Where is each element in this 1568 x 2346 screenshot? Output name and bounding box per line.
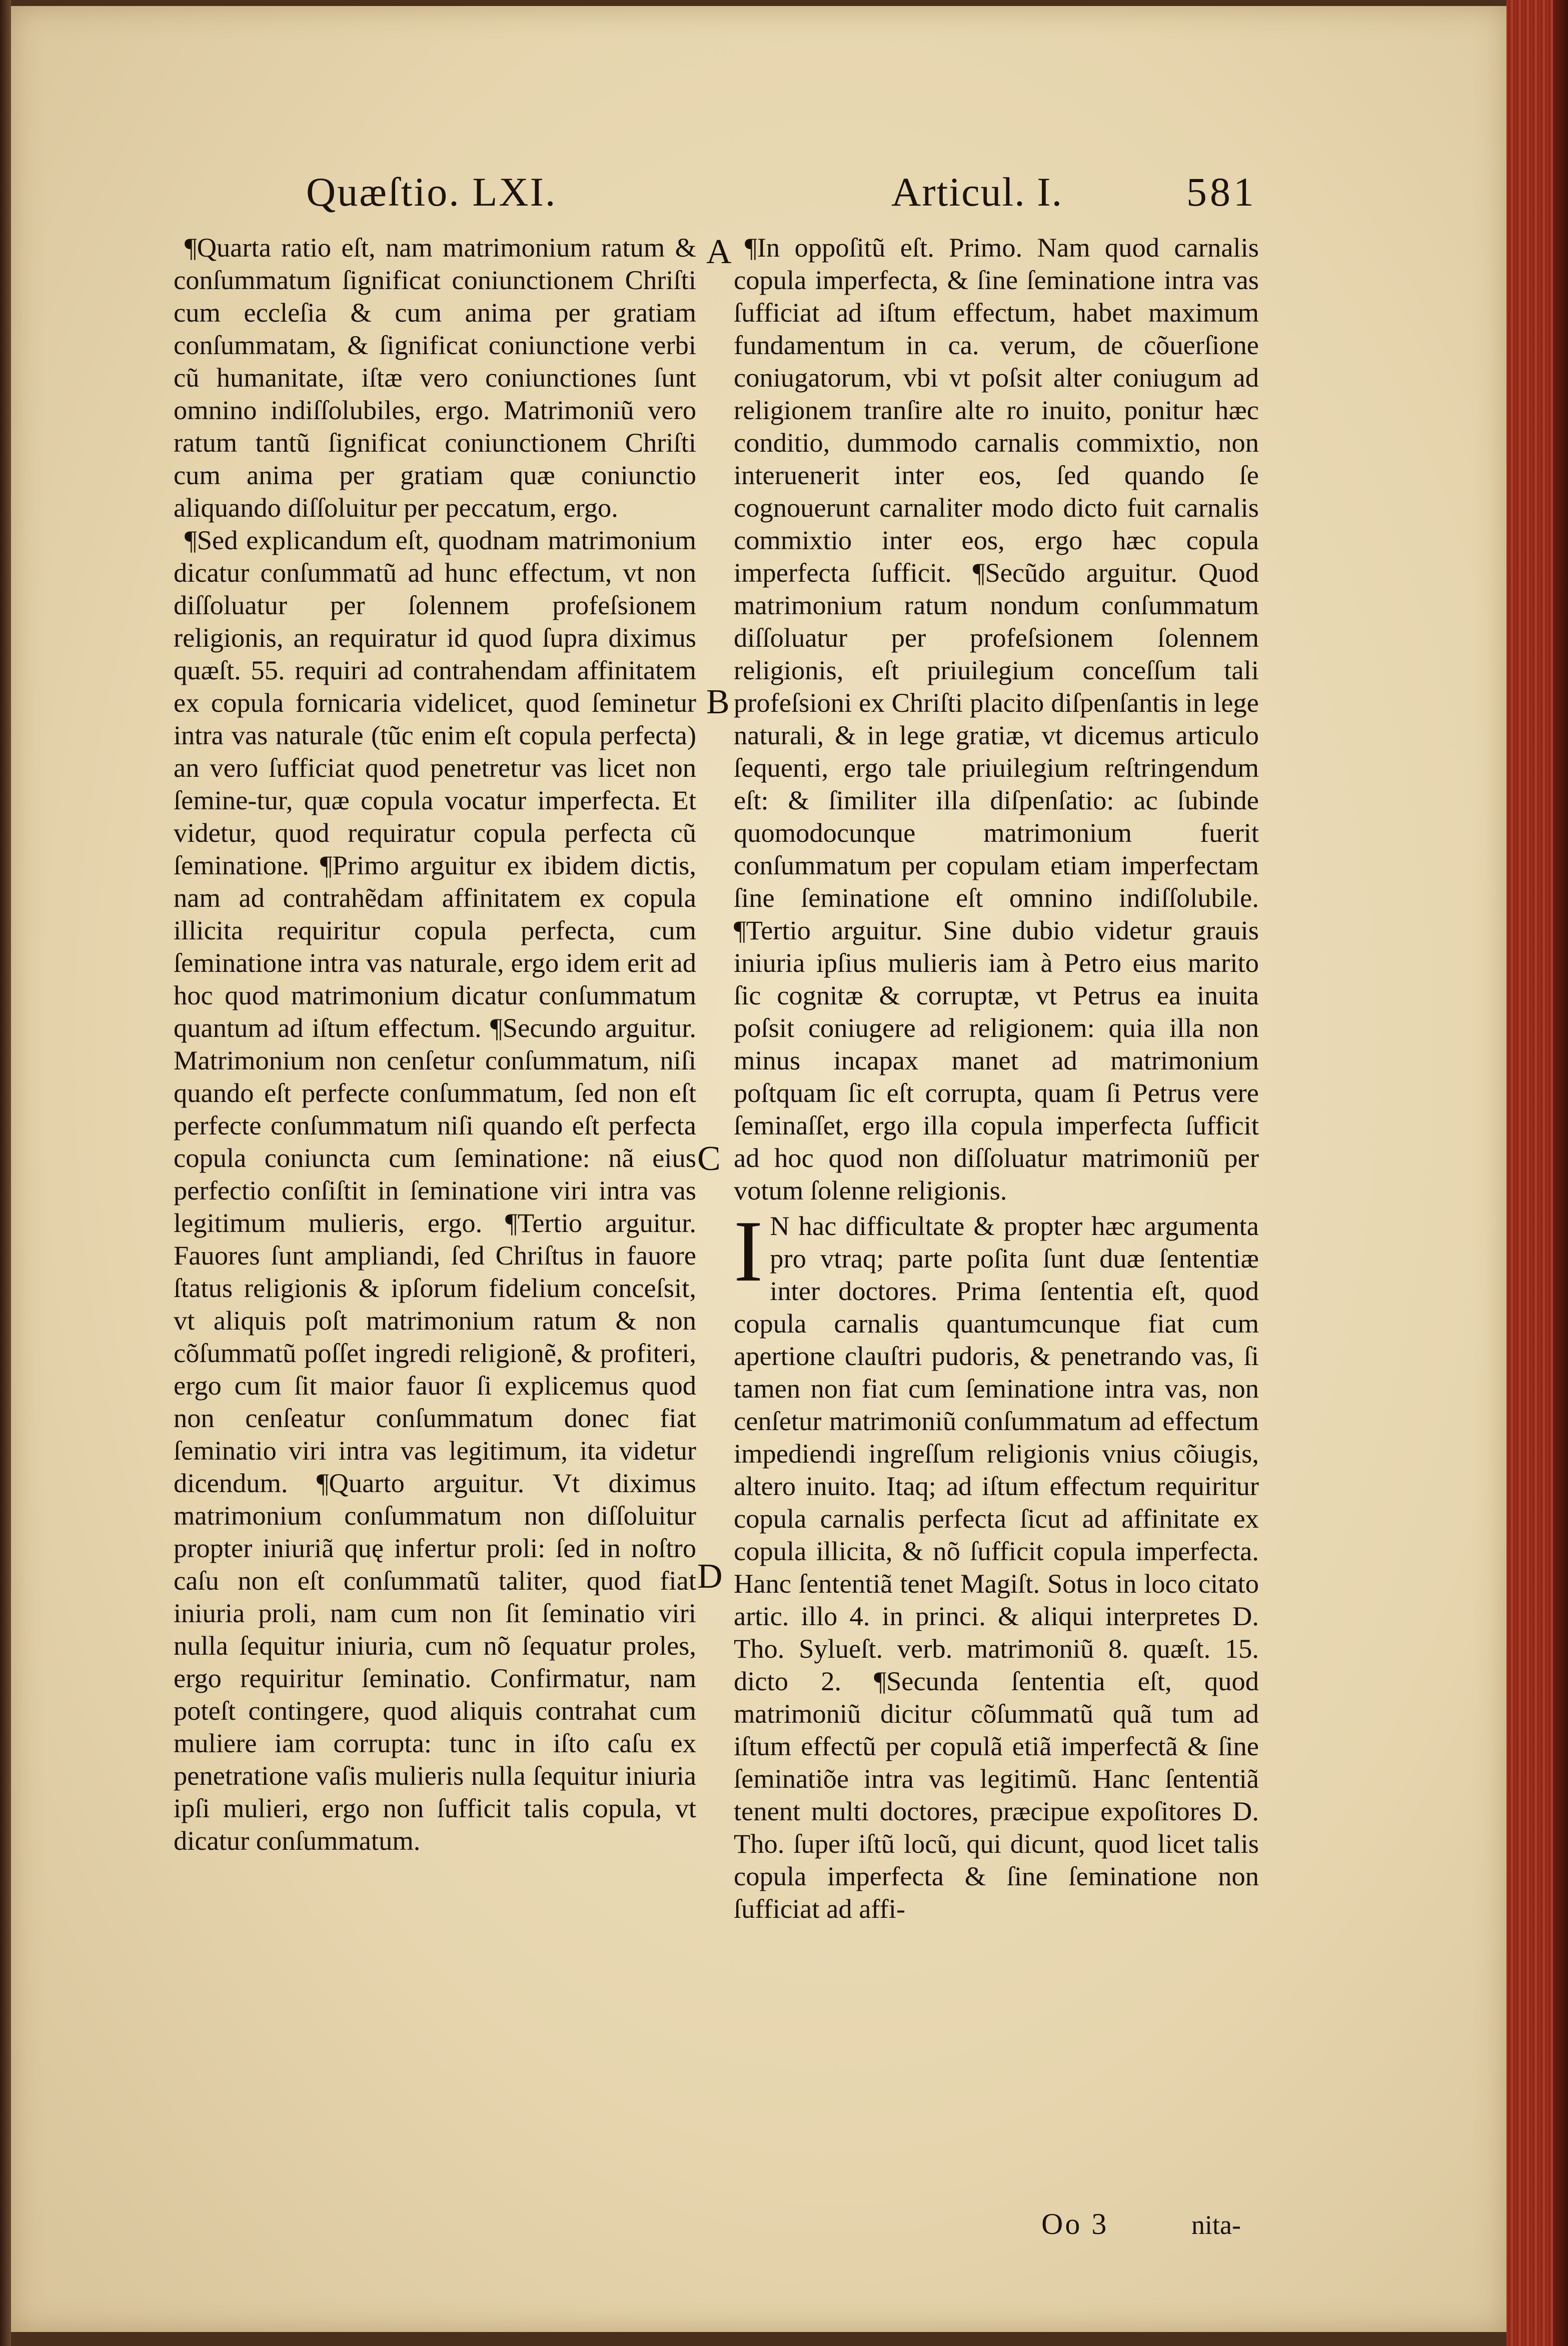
drop-initial: I (734, 1203, 763, 1300)
folio-number: 581 (1186, 169, 1257, 215)
margin-letter-d: D (697, 1557, 723, 1596)
paragraph: ¶In oppoſitũ eſt. Primo. Nam quod carnalis copula imperfecta, & ſine ſeminatione intra vas ſufficiat ad iſtum effectum, habet maximum fundamentum in ca. verum, de cõuerſione coniugatorum, vbi vt poſsit alter coniugum ad religionem tranſire alte ro inuito, ponitur hæc conditio, dummodo carnalis commixtio, non interuenerit inter eos, ſed quando ſe cognouerunt carnaliter modo dicto fuit carnalis commixtio inter eos, ergo hæc copula imperfecta ſufficit. ¶Secũdo arguitur. Quod matrimonium ratum nondum conſummatum diſſoluatur per profeſsionem ſolennem religionis, eſt priuilegium conceſſum tali profeſsioni ex Chriſti placito diſpenſantis in lege naturali, & in lege gratiæ, vt dicemus articulo ſequenti, ergo tale priuilegium reſtringendum eſt: & ſimiliter illa diſpenſatio: ac ſubinde quomodocunque matrimonium fuerit conſummatum per copulam etiam imperfectam ſine ſeminatione eſt omnino indiſſolubile. ¶Tertio arguitur. Sine dubio videtur grauis iniuria ipſius mulieris iam à Petro eius marito ſic cognitæ & corruptæ, vt Petrus ea inuita poſsit coniugere ad religionem: quia illa non minus incapax manet ad matrimonium poſtquam ſic eſt corrupta, quam ſi Petrus vere ſeminaſſet, ergo illa copula imperfecta ſufficit ad hoc quod non diſſoluatur matrimoniũ per votum ſolenne religionis. (734, 232, 1259, 1206)
margin-letter-a: A (706, 233, 732, 271)
header-article: Articul. I. (891, 169, 1063, 215)
margin-letter-b: B (706, 683, 730, 721)
catchword: nita- (1191, 2210, 1241, 2240)
header-question: Quæſtio. LXI. (306, 169, 557, 215)
binding-gutter (0, 0, 11, 2346)
paragraph: ¶Quarta ratio eſt, nam matrimonium ratum & conſummatum ſignificat coniunctionem Chriſti cum eccleſia & cum anima per gratiam conſummatam, & ſignificat coniunctione verbi cũ humanitate, iſtæ vero coniunctiones ſunt omnino indiſſolubiles, ergo. Matrimoniũ vero ratum tantũ ſignificat coniunctionem Chriſti cum anima per gratiam quæ coniunctio aliquando diſſoluitur per peccatum, ergo. (174, 232, 696, 523)
book-page (11, 6, 1506, 2332)
paragraph-text: N hac difficultate & propter hæc argumenta pro vtraq; parte poſita ſunt duæ ſententiæ inter doctores. Prima ſententia eſt, quod copula carnalis quantumcunque fiat cum apertione clauſtri pudoris, & penetrando vas, ſi tamen non fiat cum ſeminatione intra vas, non cenſetur matrimoniũ conſummatum ad effectum impediendi ingreſſum religionis vnius cõiugis, altero inuito. Itaq; ad iſtum effectum requiritur copula carnalis perfecta ſicut ad affinitate ex copula illicita, & nõ ſufficit copula imperfecta. Hanc ſententiã tenet Magiſt. Sotus in loco citato artic. illo 4. in princi. & aliqui interpretes D. Tho. Sylueſt. verb. matrimoniũ 8. quæſt. 15. dicto 2. ¶Secunda ſententia eſt, quod matrimoniũ dicitur cõſummatũ quã tum ad iſtum effectũ per copulã etiã imperfectã & ſine ſeminatiõe intra vas legitimũ. Hanc ſententiã tenent multi doctores, præcipue expoſitores D. Tho. ſuper iſtũ locũ, qui dicunt, quod licet talis copula imperfecta & ſine ſeminatione non ſufficiat ad affi- (734, 1211, 1259, 1924)
running-header (11, 169, 1506, 224)
signature-mark: Oo 3 (1041, 2207, 1109, 2240)
page-edge-red (1506, 0, 1568, 2346)
left-column (174, 231, 696, 1857)
paragraph: ¶Sed explicandum eſt, quodnam matrimonium dicatur conſummatũ ad hunc effectum, vt non diſſoluatur per ſolennem profeſsionem religionis, an requiratur id quod ſupra diximus quæſt. 55. requiri ad contrahendam affinitatem ex copula fornicaria videlicet, quod ſeminetur intra vas naturale (tũc enim eſt copula perfecta) an vero ſufficiat quod penetretur vas licet non ſemine-tur, quæ copula vocatur imperfecta. Et videtur, quod requiratur copula perfecta cũ ſeminatione. ¶Primo arguitur ex ibidem dictis, nam ad contrahẽdam affinitatem ex copula illicita requiritur copula perfecta, cum ſeminatione intra vas naturale, ergo idem erit ad hoc quod matrimonium dicatur conſummatum quantum ad iſtum effectum. ¶Secundo arguitur. Matrimonium non cenſetur conſummatum, niſi quando eſt perfecte conſummatum, ſed non eſt perfecte conſummatum niſi quando eſt perfecta copula coniuncta cum ſeminatione: nã eius perfectio conſiſtit in ſeminatione viri intra vas legitimum mulieris, ergo. ¶Tertio arguitur. Fauores ſunt ampliandi, ſed Chriſtus in fauore ſtatus religionis & ipſorum fidelium conceſsit, vt aliquis poſt matrimonium ratum & non cõſummatũ poſſet ingredi religionẽ, & profiteri, ergo cum ſit maior fauor ſi explicemus quod non cenſeatur conſummatum donec fiat ſeminatio viri intra vas legitimum, ita videtur dicendum. ¶Quarto arguitur. Vt diximus matrimonium conſummatum non diſſoluitur propter iniuriã quę infertur proli: ſed in noſtro caſu non eſt conſummatũ taliter, quod fiat iniuria proli, nam cum non ſit ſeminatio viri nulla ſequitur iniuria, cum nõ ſequatur proles, ergo requiritur ſeminatio. Confirmatur, nam poteſt contingere, quod aliquis contrahat cum muliere iam corrupta: tunc in iſto caſu ex penetratione vaſis mulieris nulla ſequitur iniuria ipſi mulieri, ergo non ſufficit talis copula, vt dicatur conſummatum. (174, 525, 696, 1856)
margin-letter-c: C (697, 1139, 721, 1178)
right-column (734, 231, 1259, 1925)
paragraph-with-initial (734, 1203, 1259, 1925)
